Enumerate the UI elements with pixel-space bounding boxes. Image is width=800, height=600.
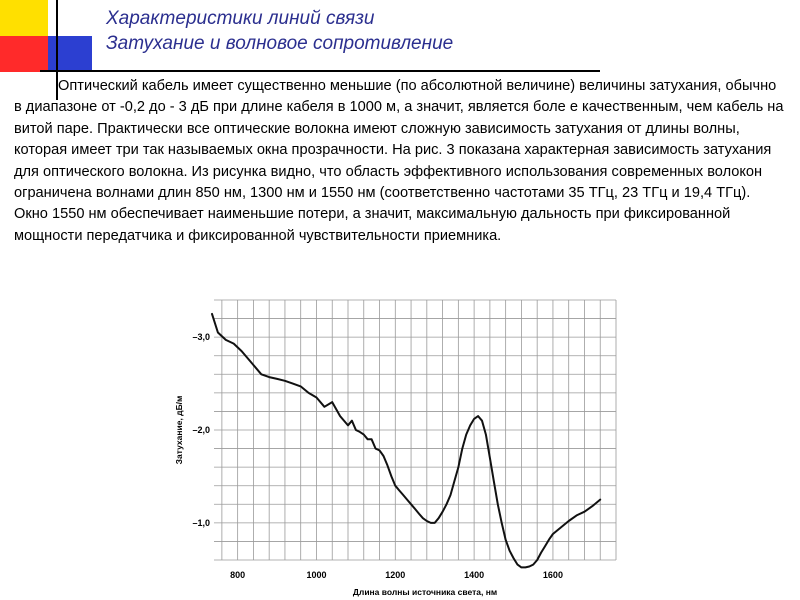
x-tick-label: 1200 [385,570,406,580]
x-tick-label: 1000 [306,570,327,580]
y-tick-label: –1,0 [192,517,210,528]
header-divider [40,70,600,72]
y-axis-title: Затухание, дБ/м [174,395,184,465]
x-axis-title: Длина волны источника света, нм [352,587,498,597]
x-tick-label: 800 [230,570,246,580]
y-tick-label: –3,0 [192,332,210,343]
title-line-1: Характеристики линий связи [106,8,375,29]
y-tick-label: –2,0 [192,425,210,435]
chart-svg [160,296,640,600]
title-line-2: Затухание и волновое сопротивление [106,33,454,54]
attenuation-chart [160,296,640,600]
x-tick-label: 1400 [464,570,485,580]
body-paragraph: Оптический кабель имеет существенно меньшие (по абсолютной величине) величины затухания, обычно в диапазоне от -0,2 до - 3 дБ при длине кабеля в 1000 м, а значит, является боле е качественным, чем кабель на витой паре. Практически все оптические волокна имеют сложную зависимость затухания от длины волны, которая имеет три так называемых окна прозрачности. На рис. 3 показана характерная зависимость затухания для оптического волокна. Из рисунка видно, что область эффективного использования современных волокон ограничена волнами длин 850 нм, 1300 нм и 1550 нм (соответственно частотами 35 ТГц, 23 ТГц и 19,4 ТГц). Окно 1550 нм обеспечивает наименьшие потери, а значит, максимальную дальность при фиксированной мощности передатчика и фиксированной чувствительности приемника. [14,78,784,244]
deco-square-blue [48,36,92,72]
deco-square-red [0,36,48,72]
slide-title [106,6,453,56]
deco-square-yellow [0,0,48,36]
series-line-0 [212,314,600,568]
x-tick-label: 1600 [542,570,563,580]
